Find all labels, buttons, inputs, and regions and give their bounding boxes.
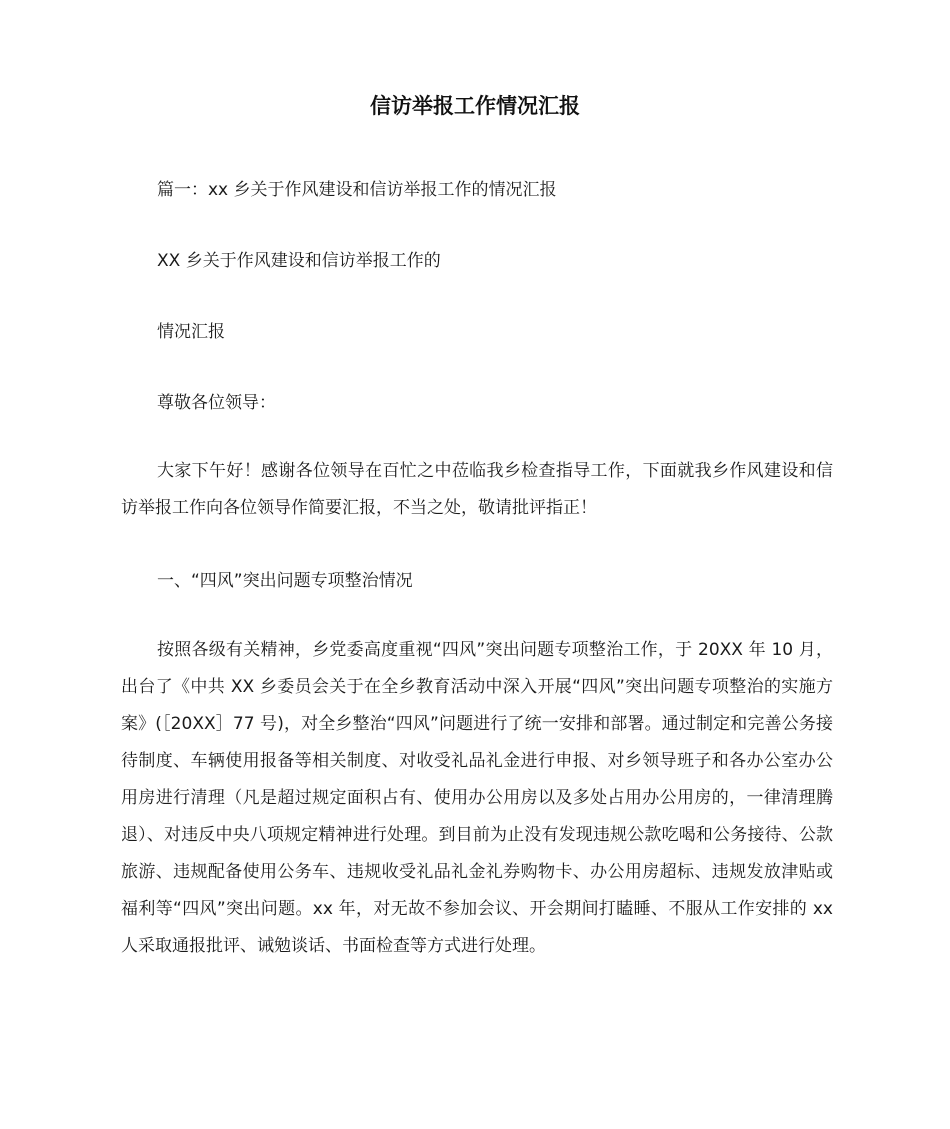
report-subtitle-line-2: 情况汇报 xyxy=(157,322,225,342)
section-one-heading: 一、“四风”突出问题专项整治情况 xyxy=(157,571,413,591)
salutation: 尊敬各位领导： xyxy=(157,393,276,413)
section-one-body: 按照各级有关精神，乡党委高度重视“四风”突出问题专项整治工作，于 20XX 年 10 月，出台了《中共 XX 乡委员会关于在全乡教育活动中深入开展“四风”突出问题专项整治的实施方案》(［20XX］77 号)，对全乡整治“四风”问题进行了统一安排和部署。通过制定和完善公务接待制度、车辆使用报备等相关制度、对收受礼品礼金进行申报、对乡领导班子和各办公室办公用房进行清理（凡是超过规定面积占有、使用办公用房以及多处占用办公用房的，一律清理腾退）、对违反中央八项规定精神进行处理。到目前为止没有发现违规公款吃喝和公务接待、公款旅游、违规配备使用公务车、违规收受礼品礼金礼券购物卡、办公用房超标、违规发放津贴或福利等“四风”突出问题。xx 年，对无故不参加会议、开会期间打瞌睡、不服从工作安排的 xx 人采取通报批评、诫勉谈话、书面检查等方式进行处理。 xyxy=(121,640,833,956)
document-title: 信访举报工作情况汇报 xyxy=(370,94,580,118)
intro-paragraph: 大家下午好！感谢各位领导在百忙之中莅临我乡检查指导工作，下面就我乡作风建设和信访举报工作向各位领导作简要汇报，不当之处，敬请批评指正！ xyxy=(121,461,833,518)
article-heading: 篇一：xx 乡关于作风建设和信访举报工作的情况汇报 xyxy=(157,180,557,200)
report-subtitle-line-1: XX 乡关于作风建设和信访举报工作的 xyxy=(157,251,441,271)
